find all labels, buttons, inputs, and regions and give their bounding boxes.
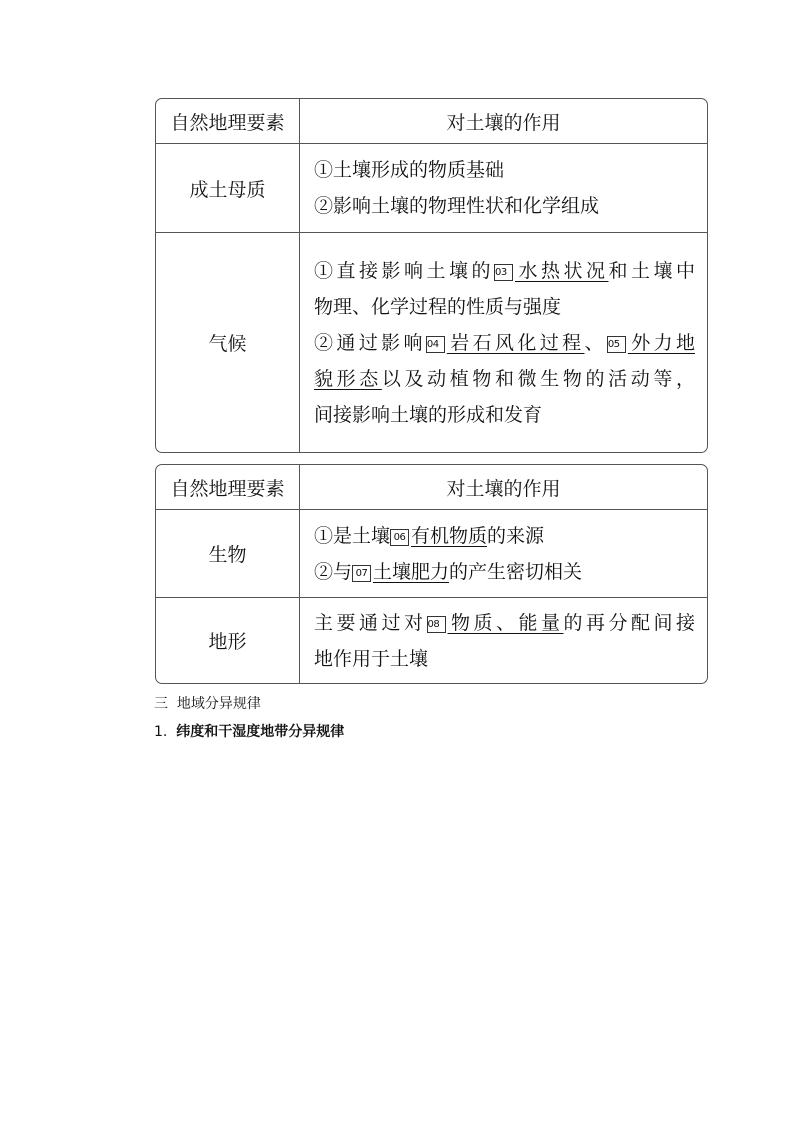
header-factor: 自然地理要素 <box>156 465 300 509</box>
table-row-terrain <box>156 597 707 683</box>
factor-climate: 气候 <box>156 233 300 452</box>
table-row-parent-material <box>156 143 707 232</box>
blank-number-box: 08 <box>427 616 446 633</box>
fill-blank-answer: 外力地 <box>627 331 695 354</box>
text: 以及动植物和微生物的活动等， <box>381 367 695 390</box>
text: ②与 <box>314 560 353 583</box>
fill-blank-answer: 貌形态 <box>314 367 382 390</box>
effect-climate <box>300 233 707 452</box>
effect-line <box>314 361 695 397</box>
fill-blank-answer: 土壤肥力 <box>373 560 450 583</box>
subsection-title: 纬度和干湿度地带分异规律 <box>176 724 345 740</box>
effect-line <box>314 253 695 289</box>
soil-factors-table-2 <box>155 464 708 684</box>
blank-number-box: 03 <box>494 264 513 281</box>
subsection-number: 1. <box>154 724 177 740</box>
subsection-heading <box>154 721 344 741</box>
fill-blank-answer: 有机物质 <box>411 524 488 547</box>
fill-blank-answer: 物质、能量 <box>447 611 564 634</box>
effect-biology <box>300 510 707 597</box>
text: 的产生密切相关 <box>449 560 583 583</box>
effect-line: 间接影响土壤的形成和发育 <box>314 403 543 426</box>
text: 的再分配间接 <box>563 611 695 634</box>
effect-line <box>314 554 695 590</box>
section-heading: 三 地域分异规律 <box>154 696 261 712</box>
blank-number-box: 05 <box>607 336 626 353</box>
factor-parent-material: 成土母质 <box>156 144 300 232</box>
table-header-row <box>156 465 707 509</box>
text: 的来源 <box>487 524 545 547</box>
soil-factors-table-1 <box>155 98 708 453</box>
effect-line: ②影响土壤的物理性状和化学组成 <box>314 195 600 217</box>
effect-line: 物理、化学过程的性质与强度 <box>314 295 562 318</box>
table-row-biology <box>156 509 707 597</box>
effect-line <box>314 325 695 361</box>
text: 和土壤中 <box>608 259 695 282</box>
blank-number-box: 06 <box>390 529 409 546</box>
effect-line: 地作用于土壤 <box>314 647 429 670</box>
factor-terrain: 地形 <box>156 598 300 683</box>
blank-number-box: 04 <box>426 336 445 353</box>
text: 主要通过对 <box>314 611 427 634</box>
header-effect: 对土壤的作用 <box>446 111 561 134</box>
header-factor: 自然地理要素 <box>156 99 300 143</box>
text: 、 <box>584 331 607 354</box>
effect-line: ①土壤形成的物质基础 <box>314 159 505 181</box>
fill-blank-answer: 岩石风化过程 <box>446 331 585 354</box>
effect-terrain <box>300 598 707 683</box>
table-header-row <box>156 99 707 143</box>
text: ①是土壤 <box>314 524 391 547</box>
factor-biology: 生物 <box>156 510 300 597</box>
text: ②通过影响 <box>314 331 426 354</box>
effect-line <box>314 605 695 641</box>
blank-number-box: 07 <box>352 565 371 582</box>
effect-line <box>314 518 695 554</box>
fill-blank-answer: 水热状况 <box>514 259 609 282</box>
text: ①直接影响土壤的 <box>314 259 494 282</box>
effect-parent-material <box>300 144 707 232</box>
header-effect: 对土壤的作用 <box>446 477 561 500</box>
table-row-climate <box>156 232 707 452</box>
